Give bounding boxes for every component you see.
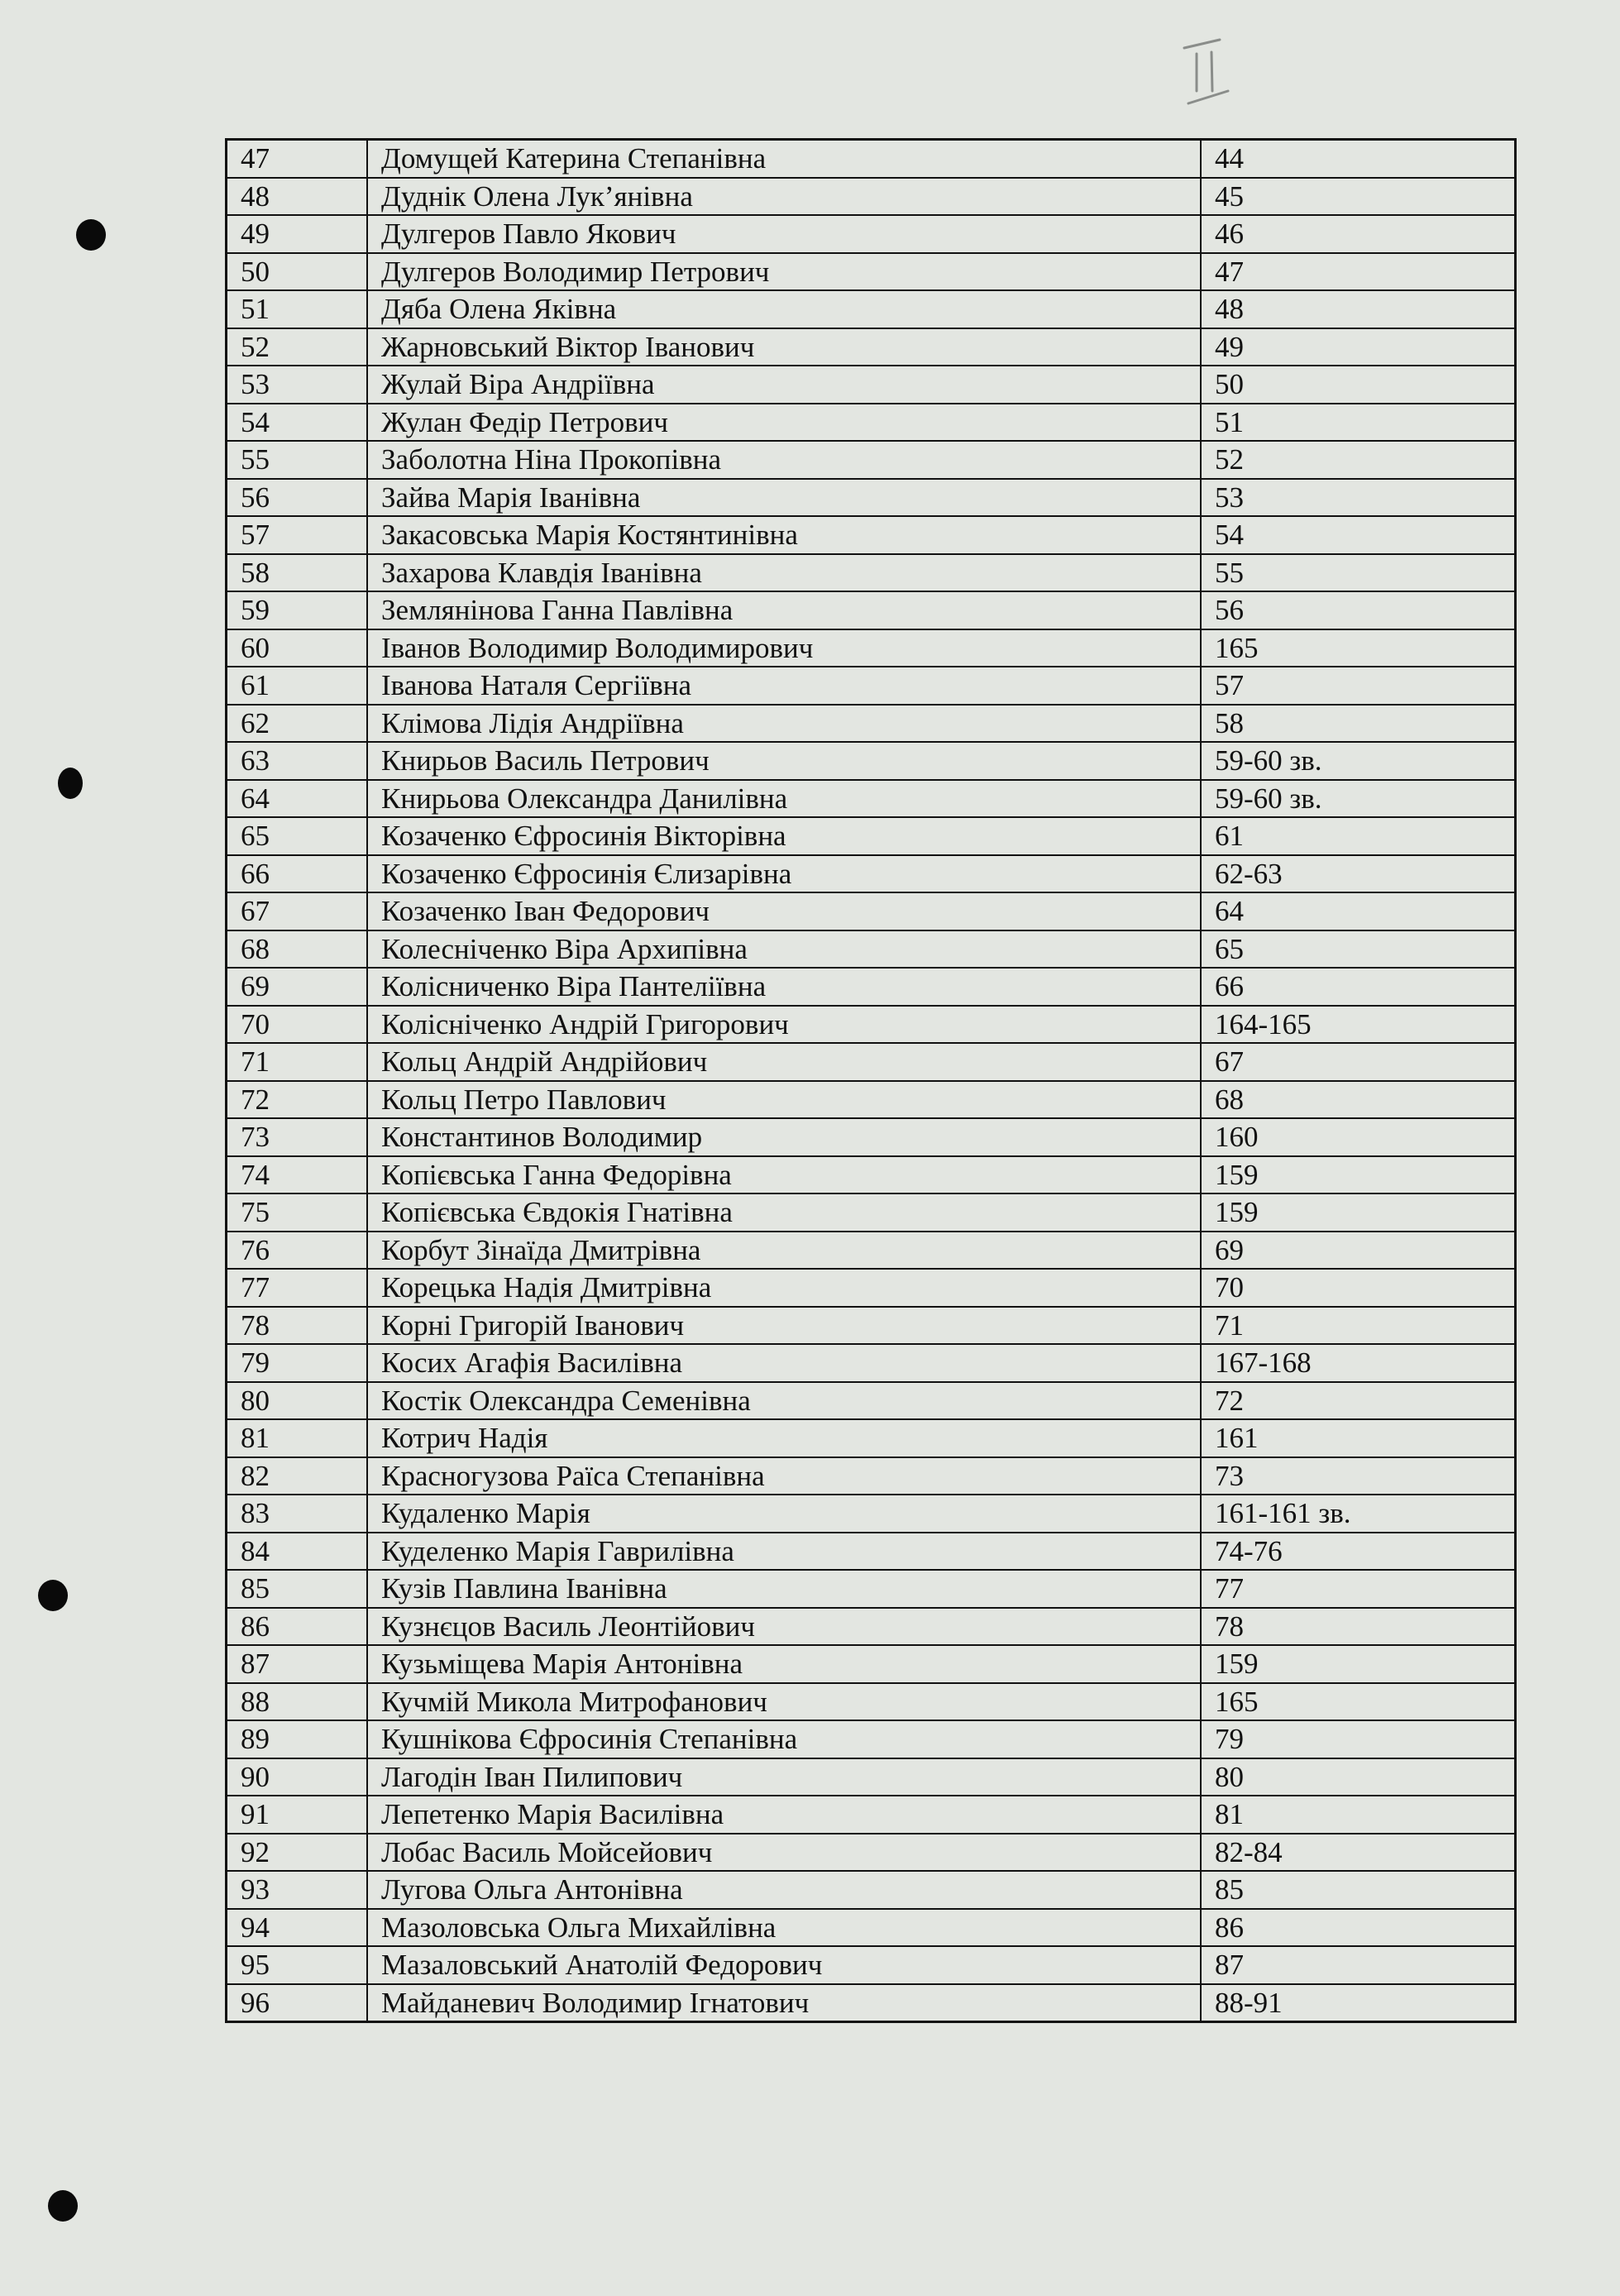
table-row — [227, 1608, 1516, 1646]
page-numbers: 56 — [1201, 591, 1516, 629]
person-name: Дуднік Олена Лук’янівна — [367, 178, 1201, 216]
page-numbers: 64 — [1201, 892, 1516, 930]
row-number: 48 — [227, 178, 368, 216]
table-row — [227, 253, 1516, 291]
row-number: 90 — [227, 1758, 368, 1796]
table-row — [227, 1193, 1516, 1232]
person-name: Домущей Катерина Степанівна — [367, 140, 1201, 178]
row-number: 54 — [227, 404, 368, 442]
page-numbers: 69 — [1201, 1232, 1516, 1270]
table-row — [227, 1834, 1516, 1872]
table-row — [227, 516, 1516, 554]
table-row — [227, 1946, 1516, 1984]
table-row — [227, 667, 1516, 705]
page-numbers: 74-76 — [1201, 1533, 1516, 1571]
page-numbers: 66 — [1201, 968, 1516, 1006]
table-row — [227, 591, 1516, 629]
row-number: 73 — [227, 1118, 368, 1156]
person-name: Кузів Павлина Іванівна — [367, 1570, 1201, 1608]
row-number: 83 — [227, 1495, 368, 1533]
table-row — [227, 1232, 1516, 1270]
page-numbers: 71 — [1201, 1307, 1516, 1345]
table-row — [227, 742, 1516, 780]
table-row — [227, 968, 1516, 1006]
row-number: 69 — [227, 968, 368, 1006]
person-name: Кудаленко Марія — [367, 1495, 1201, 1533]
page-numbers: 159 — [1201, 1645, 1516, 1683]
person-name: Лугова Ольга Антонівна — [367, 1871, 1201, 1909]
table-row — [227, 1645, 1516, 1683]
page-numbers: 87 — [1201, 1946, 1516, 1984]
person-name: Закасовська Марія Костянтинівна — [367, 516, 1201, 554]
page-numbers: 159 — [1201, 1193, 1516, 1232]
person-name: Константинов Володимир — [367, 1118, 1201, 1156]
page-numbers: 53 — [1201, 479, 1516, 517]
person-name: Козаченко Іван Федорович — [367, 892, 1201, 930]
row-number: 74 — [227, 1156, 368, 1194]
table-row — [227, 1382, 1516, 1420]
page-numbers: 72 — [1201, 1382, 1516, 1420]
table-row — [227, 1307, 1516, 1345]
row-number: 92 — [227, 1834, 368, 1872]
table-row — [227, 817, 1516, 855]
row-number: 60 — [227, 629, 368, 667]
page-numbers: 86 — [1201, 1909, 1516, 1947]
table-row — [227, 1720, 1516, 1758]
page-numbers: 161 — [1201, 1419, 1516, 1457]
punch-hole — [38, 1580, 68, 1611]
page-numbers: 47 — [1201, 253, 1516, 291]
row-number: 81 — [227, 1419, 368, 1457]
handwritten-page-mark — [1183, 37, 1240, 108]
row-number: 89 — [227, 1720, 368, 1758]
page-numbers: 51 — [1201, 404, 1516, 442]
person-name: Корецька Надія Дмитрівна — [367, 1269, 1201, 1307]
page-numbers: 57 — [1201, 667, 1516, 705]
table-row — [227, 215, 1516, 253]
page-numbers: 44 — [1201, 140, 1516, 178]
person-name: Майданевич Володимир Ігнатович — [367, 1984, 1201, 2022]
row-number: 75 — [227, 1193, 368, 1232]
row-number: 84 — [227, 1533, 368, 1571]
page-numbers: 50 — [1201, 366, 1516, 404]
table-row — [227, 892, 1516, 930]
row-number: 79 — [227, 1344, 368, 1382]
table-row — [227, 404, 1516, 442]
page-numbers: 45 — [1201, 178, 1516, 216]
page-numbers: 65 — [1201, 930, 1516, 969]
table-row — [227, 780, 1516, 818]
page-numbers: 80 — [1201, 1758, 1516, 1796]
table-row — [227, 366, 1516, 404]
table-row — [227, 1344, 1516, 1382]
page-numbers: 68 — [1201, 1081, 1516, 1119]
table-row — [227, 1570, 1516, 1608]
person-name: Зайва Марія Іванівна — [367, 479, 1201, 517]
page-numbers: 59-60 зв. — [1201, 780, 1516, 818]
person-name: Мазаловський Анатолій Федорович — [367, 1946, 1201, 1984]
row-number: 94 — [227, 1909, 368, 1947]
row-number: 49 — [227, 215, 368, 253]
person-name: Кучмій Микола Митрофанович — [367, 1683, 1201, 1721]
table-row — [227, 1156, 1516, 1194]
person-name: Дяба Олена Яківна — [367, 290, 1201, 328]
row-number: 57 — [227, 516, 368, 554]
table-row — [227, 1081, 1516, 1119]
row-number: 76 — [227, 1232, 368, 1270]
person-name: Іванов Володимир Володимирович — [367, 629, 1201, 667]
page-numbers: 77 — [1201, 1570, 1516, 1608]
person-name: Лагодін Іван Пилипович — [367, 1758, 1201, 1796]
page-numbers: 85 — [1201, 1871, 1516, 1909]
table-row — [227, 1457, 1516, 1495]
row-number: 85 — [227, 1570, 368, 1608]
table-row — [227, 140, 1516, 178]
row-number: 80 — [227, 1382, 368, 1420]
row-number: 67 — [227, 892, 368, 930]
person-name: Землянінова Ганна Павлівна — [367, 591, 1201, 629]
person-name: Корні Григорій Іванович — [367, 1307, 1201, 1345]
row-number: 87 — [227, 1645, 368, 1683]
person-name: Колісніченко Андрій Григорович — [367, 1006, 1201, 1044]
person-name: Корбут Зінаїда Дмитрівна — [367, 1232, 1201, 1270]
person-name: Красногузова Раїса Степанівна — [367, 1457, 1201, 1495]
row-number: 58 — [227, 554, 368, 592]
person-name: Костік Олександра Семенівна — [367, 1382, 1201, 1420]
row-number: 71 — [227, 1043, 368, 1081]
page-numbers: 67 — [1201, 1043, 1516, 1081]
row-number: 68 — [227, 930, 368, 969]
row-number: 86 — [227, 1608, 368, 1646]
page-numbers: 70 — [1201, 1269, 1516, 1307]
row-number: 47 — [227, 140, 368, 178]
person-name: Книрьова Олександра Данилівна — [367, 780, 1201, 818]
person-name: Жулай Віра Андріївна — [367, 366, 1201, 404]
page-numbers: 62-63 — [1201, 855, 1516, 893]
person-name: Кушнікова Єфросинія Степанівна — [367, 1720, 1201, 1758]
table-row — [227, 1495, 1516, 1533]
table-row — [227, 855, 1516, 893]
row-number: 63 — [227, 742, 368, 780]
page-numbers: 73 — [1201, 1457, 1516, 1495]
page-numbers: 55 — [1201, 554, 1516, 592]
table-row — [227, 1533, 1516, 1571]
person-name: Колесніченко Віра Архипівна — [367, 930, 1201, 969]
punch-hole — [48, 2190, 78, 2222]
person-name: Лепетенко Марія Василівна — [367, 1796, 1201, 1834]
row-number: 77 — [227, 1269, 368, 1307]
table-row — [227, 705, 1516, 743]
person-name: Книрьов Василь Петрович — [367, 742, 1201, 780]
table-row — [227, 479, 1516, 517]
person-name: Копієвська Євдокія Гнатівна — [367, 1193, 1201, 1232]
person-name: Жарновський Віктор Іванович — [367, 328, 1201, 366]
table-row — [227, 1419, 1516, 1457]
person-name: Заболотна Ніна Прокопівна — [367, 441, 1201, 479]
person-name: Захарова Клавдія Іванівна — [367, 554, 1201, 592]
table-row — [227, 629, 1516, 667]
person-name: Копієвська Ганна Федорівна — [367, 1156, 1201, 1194]
person-name: Косих Агафія Василівна — [367, 1344, 1201, 1382]
row-number: 91 — [227, 1796, 368, 1834]
person-name: Лобас Василь Мойсейович — [367, 1834, 1201, 1872]
person-name: Кузьміщева Марія Антонівна — [367, 1645, 1201, 1683]
person-name: Дулгеров Володимир Петрович — [367, 253, 1201, 291]
page-numbers: 54 — [1201, 516, 1516, 554]
row-number: 53 — [227, 366, 368, 404]
page-numbers: 59-60 зв. — [1201, 742, 1516, 780]
page-numbers: 159 — [1201, 1156, 1516, 1194]
table-row — [227, 1118, 1516, 1156]
row-number: 55 — [227, 441, 368, 479]
page-numbers: 82-84 — [1201, 1834, 1516, 1872]
table-row — [227, 1043, 1516, 1081]
row-number: 50 — [227, 253, 368, 291]
person-name: Жулан Федір Петрович — [367, 404, 1201, 442]
row-number: 93 — [227, 1871, 368, 1909]
register-table — [225, 138, 1517, 2023]
punch-hole — [58, 768, 83, 799]
person-name: Іванова Наталя Сергіївна — [367, 667, 1201, 705]
page-numbers: 165 — [1201, 629, 1516, 667]
row-number: 82 — [227, 1457, 368, 1495]
page-numbers: 78 — [1201, 1608, 1516, 1646]
page-numbers: 165 — [1201, 1683, 1516, 1721]
person-name: Котрич Надія — [367, 1419, 1201, 1457]
person-name: Кольц Петро Павлович — [367, 1081, 1201, 1119]
row-number: 96 — [227, 1984, 368, 2022]
person-name: Козаченко Єфросинія Вікторівна — [367, 817, 1201, 855]
person-name: Козаченко Єфросинія Єлизарівна — [367, 855, 1201, 893]
table-row — [227, 328, 1516, 366]
person-name: Колісниченко Віра Пантеліївна — [367, 968, 1201, 1006]
table-row — [227, 1871, 1516, 1909]
row-number: 52 — [227, 328, 368, 366]
row-number: 61 — [227, 667, 368, 705]
person-name: Куделенко Марія Гаврилівна — [367, 1533, 1201, 1571]
table-row — [227, 1269, 1516, 1307]
table-row — [227, 554, 1516, 592]
page-numbers: 88-91 — [1201, 1984, 1516, 2022]
row-number: 78 — [227, 1307, 368, 1345]
person-name: Кузнєцов Василь Леонтійович — [367, 1608, 1201, 1646]
page-numbers: 81 — [1201, 1796, 1516, 1834]
row-number: 65 — [227, 817, 368, 855]
table-row — [227, 1758, 1516, 1796]
page-numbers: 46 — [1201, 215, 1516, 253]
page-numbers: 161-161 зв. — [1201, 1495, 1516, 1533]
row-number: 56 — [227, 479, 368, 517]
row-number: 70 — [227, 1006, 368, 1044]
row-number: 66 — [227, 855, 368, 893]
page-numbers: 79 — [1201, 1720, 1516, 1758]
person-name: Дулгеров Павло Якович — [367, 215, 1201, 253]
table-row — [227, 178, 1516, 216]
row-number: 72 — [227, 1081, 368, 1119]
punch-hole — [76, 219, 106, 251]
person-name: Мазоловська Ольга Михайлівна — [367, 1909, 1201, 1947]
table-row — [227, 1909, 1516, 1947]
page-numbers: 49 — [1201, 328, 1516, 366]
row-number: 95 — [227, 1946, 368, 1984]
page-numbers: 167-168 — [1201, 1344, 1516, 1382]
table-row — [227, 1984, 1516, 2022]
table-row — [227, 290, 1516, 328]
row-number: 59 — [227, 591, 368, 629]
person-name: Клімова Лідія Андріївна — [367, 705, 1201, 743]
page-numbers: 52 — [1201, 441, 1516, 479]
table-row — [227, 930, 1516, 969]
page-numbers: 160 — [1201, 1118, 1516, 1156]
page-numbers: 164-165 — [1201, 1006, 1516, 1044]
person-name: Кольц Андрій Андрійович — [367, 1043, 1201, 1081]
table-row — [227, 1683, 1516, 1721]
page-numbers: 61 — [1201, 817, 1516, 855]
table-row — [227, 1796, 1516, 1834]
page-numbers: 48 — [1201, 290, 1516, 328]
table-row — [227, 1006, 1516, 1044]
page-numbers: 58 — [1201, 705, 1516, 743]
row-number: 62 — [227, 705, 368, 743]
table-row — [227, 441, 1516, 479]
row-number: 88 — [227, 1683, 368, 1721]
row-number: 64 — [227, 780, 368, 818]
row-number: 51 — [227, 290, 368, 328]
